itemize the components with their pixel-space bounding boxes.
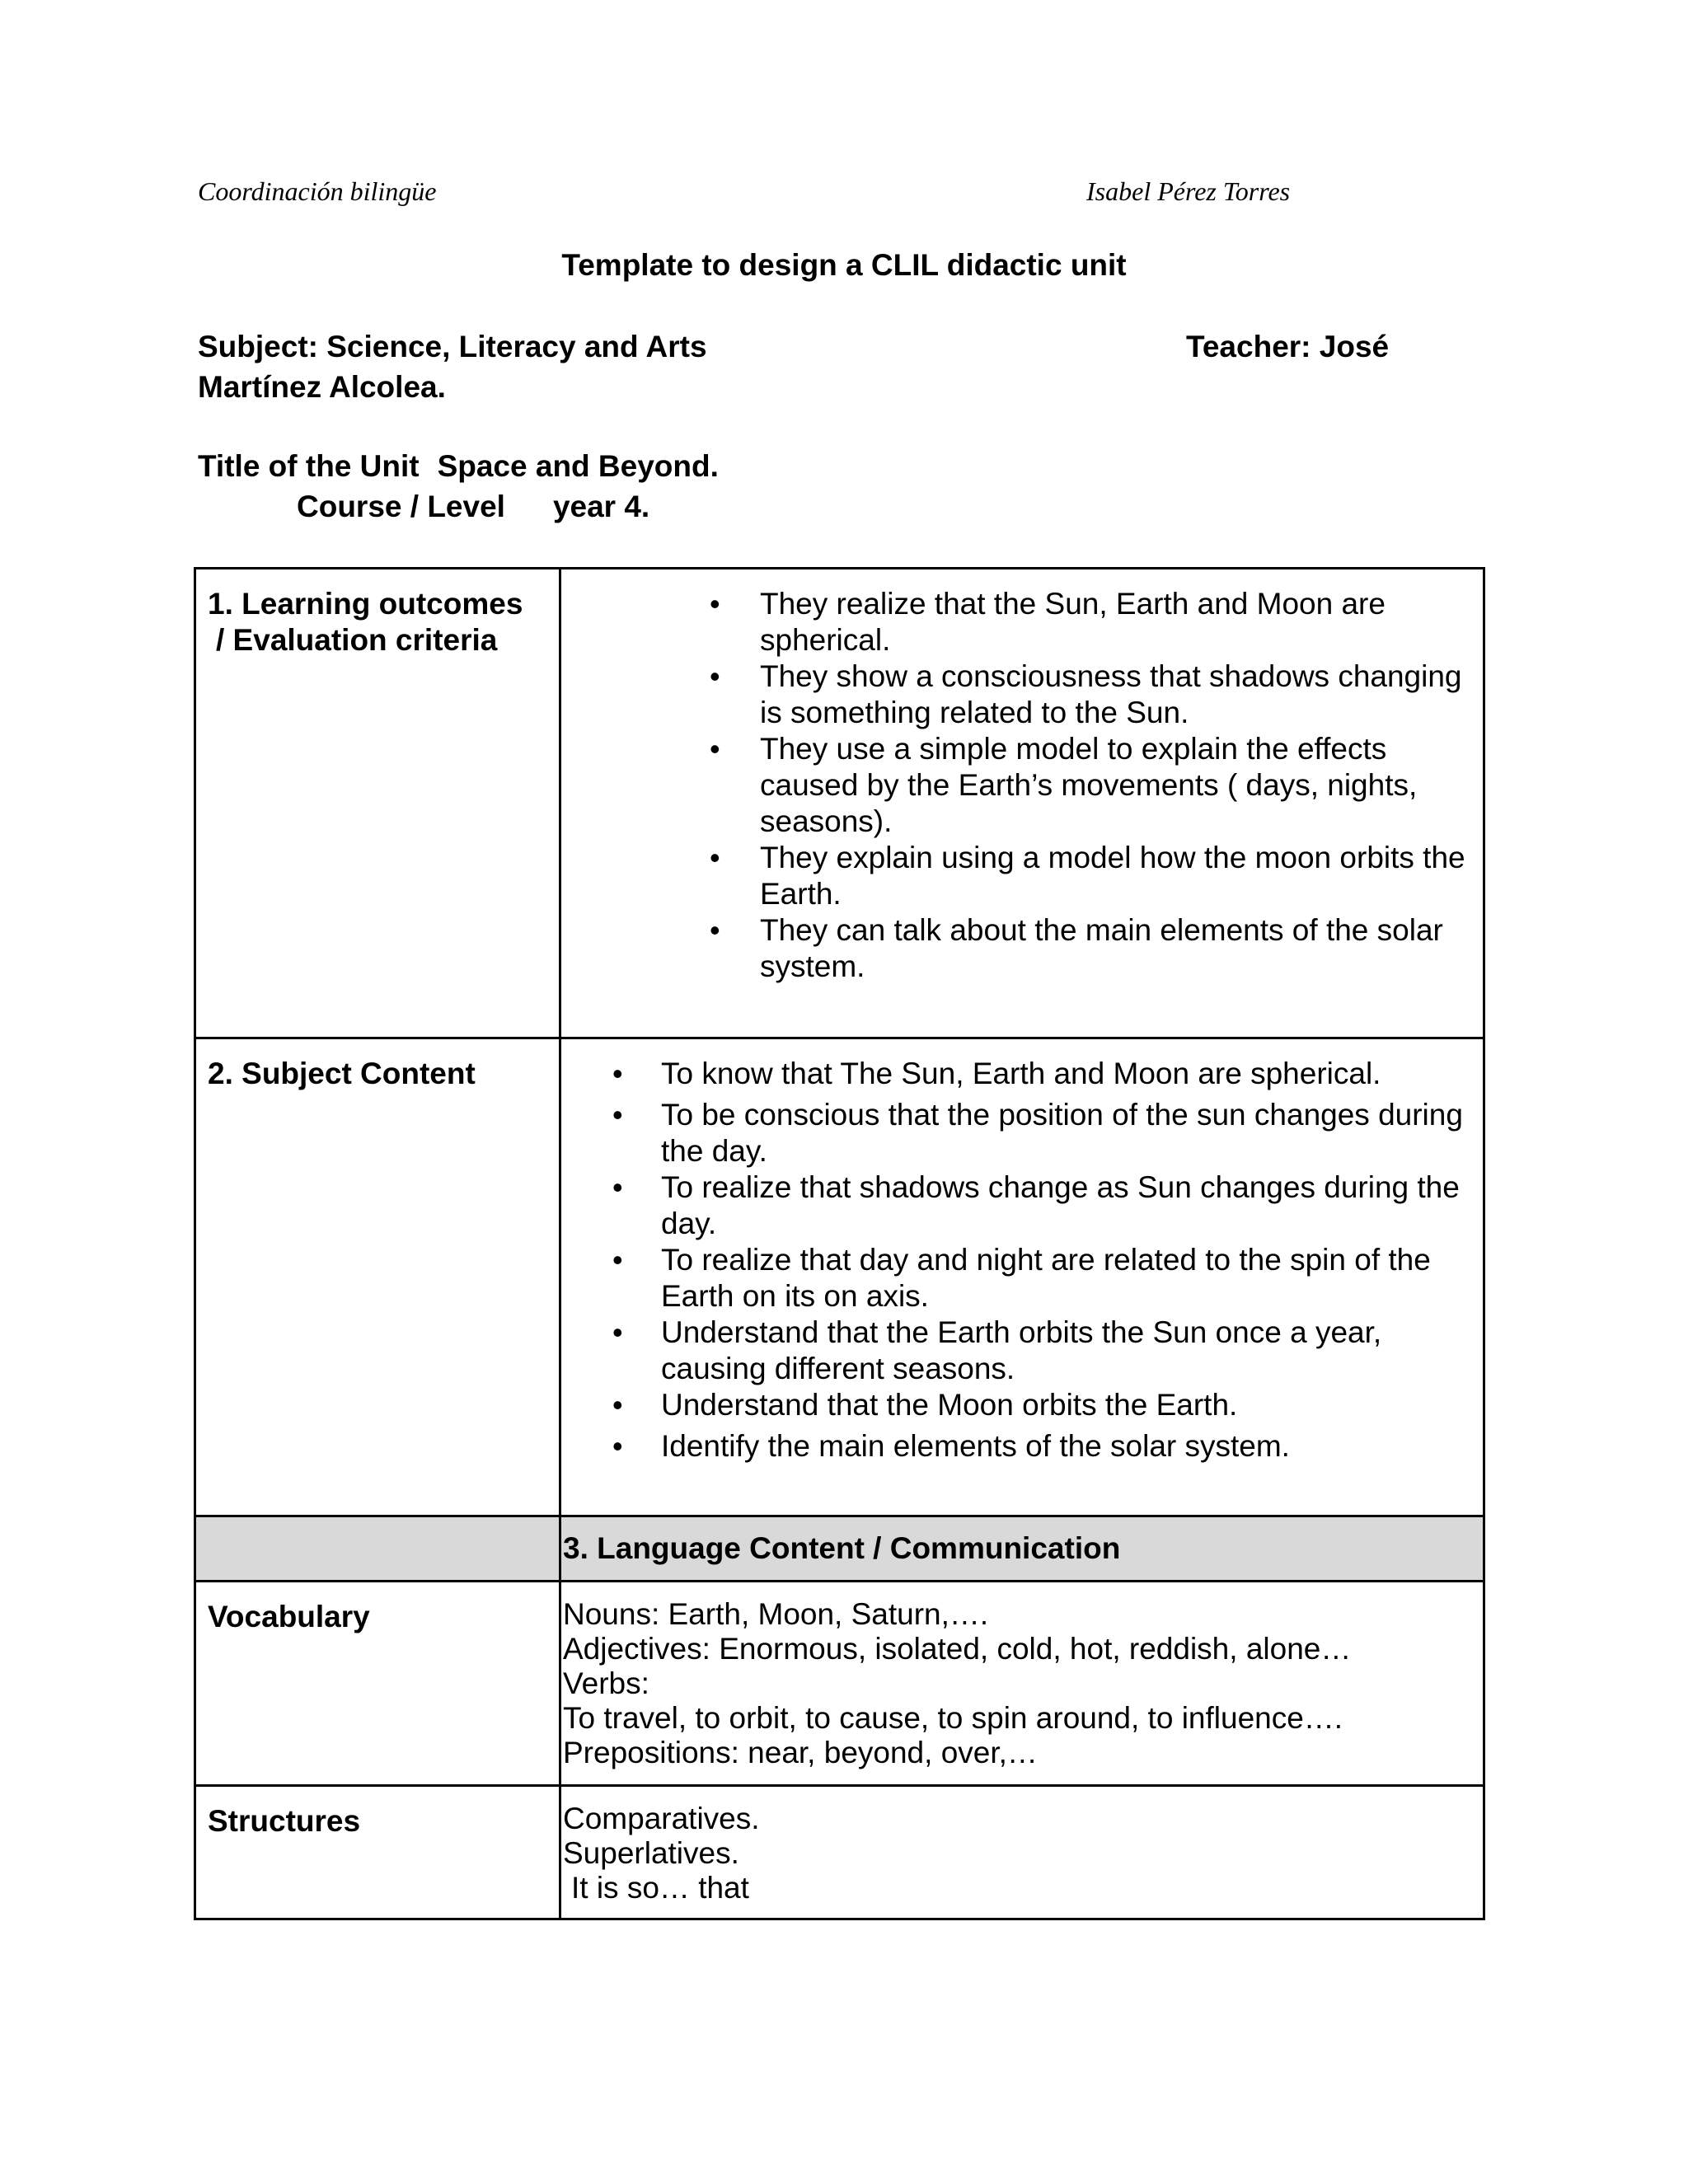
list-item: • They use a simple model to explain the effects caused by the Earth’s movements ( days, nights, seasons). <box>561 731 1471 840</box>
learning-outcomes-list <box>561 586 1471 985</box>
list-item: • To realize that shadows change as Sun changes during the day. <box>561 1169 1471 1242</box>
table-row <box>195 1038 1484 1516</box>
structures-line: It is so… that <box>571 1871 749 1905</box>
structures-line: Comparatives. <box>563 1802 760 1835</box>
list-item: • To realize that day and night are related to the spin of the Earth on its on axis. <box>561 1242 1471 1315</box>
header-right-text: Isabel Pérez Torres <box>1086 176 1291 206</box>
vocabulary-line: To travel, to orbit, to cause, to spin around, to influence…. <box>563 1701 1343 1735</box>
document-title: Template to design a CLIL didactic unit <box>561 248 1127 282</box>
vocabulary-label: Vocabulary <box>195 1582 560 1786</box>
unit-title-label: Title of the Unit <box>198 449 420 483</box>
language-content-heading: 3. Language Content / Communication <box>560 1516 1484 1582</box>
list-item: • To be conscious that the position of the sun changes during the day. <box>561 1097 1471 1169</box>
list-item: • They realize that the Sun, Earth and Moon are spherical. <box>561 586 1471 658</box>
table-row <box>195 1516 1484 1582</box>
subject-line: Subject: Science, Literacy and Arts <box>198 330 707 363</box>
table-row <box>195 569 1484 1038</box>
language-heading-empty-cell <box>195 1516 560 1582</box>
list-item: • Identify the main elements of the solar system. <box>561 1428 1471 1465</box>
unit-title-value: Space and Beyond. <box>437 449 719 483</box>
vocabulary-line: Prepositions: near, beyond, over,… <box>563 1736 1038 1769</box>
teacher-name-continued: Martínez Alcolea. <box>198 370 446 404</box>
subject-content-content <box>560 1038 1484 1516</box>
unit-table <box>194 567 1485 1920</box>
course-level-value: year 4. <box>552 490 650 523</box>
vocabulary-line: Adjectives: Enormous, isolated, cold, hot, reddish, alone… <box>563 1632 1352 1666</box>
vocabulary-content <box>560 1582 1484 1786</box>
list-item: • To know that The Sun, Earth and Moon are spherical. <box>561 1056 1471 1092</box>
learning-outcomes-label <box>195 569 560 1038</box>
subject-content-label: 2. Subject Content <box>195 1038 560 1516</box>
list-item: • They explain using a model how the moon orbits the Earth. <box>561 840 1471 912</box>
structures-label: Structures <box>195 1786 560 1919</box>
structures-line: Superlatives. <box>563 1836 739 1870</box>
list-item: • They show a consciousness that shadows changing is something related to the Sun. <box>561 658 1471 731</box>
subject-content-list <box>561 1056 1471 1465</box>
structures-content <box>560 1786 1484 1919</box>
course-level-line <box>297 486 649 527</box>
teacher-line: Teacher: José <box>1186 330 1390 363</box>
list-item: • Understand that the Moon orbits the Earth. <box>561 1387 1471 1423</box>
vocabulary-line: Verbs: <box>563 1666 649 1700</box>
list-item: • Understand that the Earth orbits the Sun once a year, causing different seasons. <box>561 1315 1471 1387</box>
course-level-label: Course / Level <box>297 490 505 523</box>
table-row <box>195 1582 1484 1786</box>
list-item: • They can talk about the main elements of the solar system. <box>561 912 1471 985</box>
learning-outcomes-label-line1: 1. Learning outcomes <box>208 587 523 621</box>
header-left-text: Coordinación bilingüe <box>198 176 437 206</box>
subject-block <box>198 326 1484 407</box>
vocabulary-line: Nouns: Earth, Moon, Saturn,…. <box>563 1597 989 1631</box>
table-row <box>195 1786 1484 1919</box>
learning-outcomes-content <box>560 569 1484 1038</box>
learning-outcomes-label-line2: / Evaluation criteria <box>216 623 498 657</box>
unit-title-line <box>198 446 719 486</box>
